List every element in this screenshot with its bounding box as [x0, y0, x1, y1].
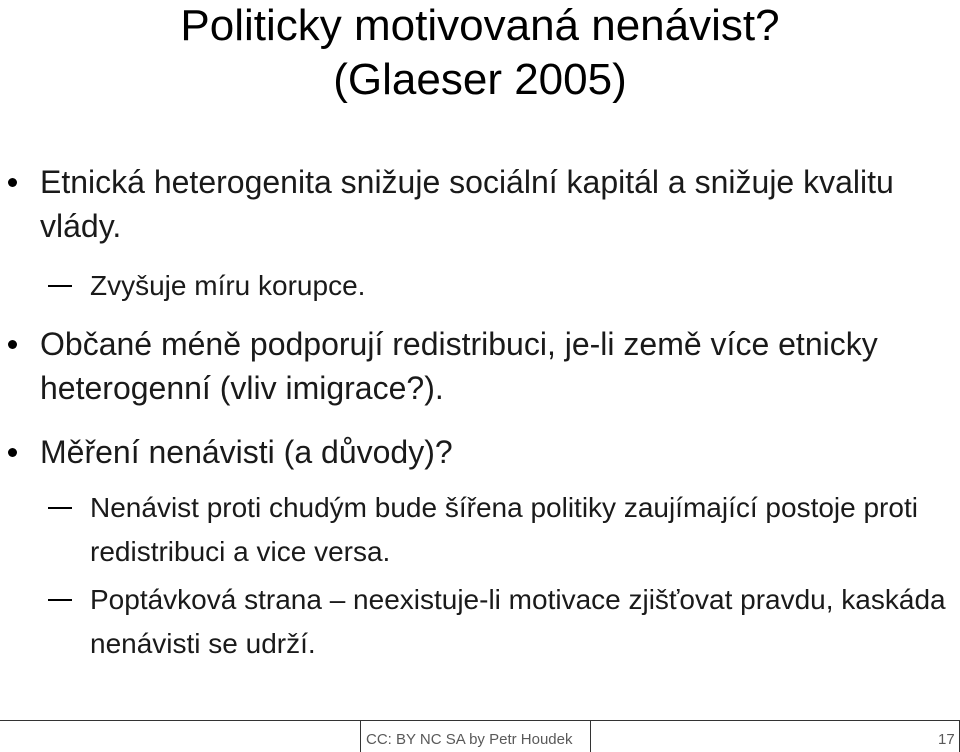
bullet-text: Občané méně podporují redistribuci, je-li země více etnicky heterogenní (vliv imigrace?).: [40, 326, 878, 406]
sub-bullet-text: Zvyšuje míru korupce.: [90, 270, 366, 301]
title-line-1: Politicky motivovaná nenávist?: [180, 1, 780, 50]
sub-bullet-text: Nenávist proti chudým bude šířena politiky zaujímající postoje proti redistribuci a vice versa.: [90, 492, 918, 567]
bullet-text: Etnická heterogenita snižuje sociální kapitál a snižuje kvalitu vlády.: [40, 164, 894, 244]
dash-icon: [48, 285, 72, 287]
footer-divider-left: [360, 721, 361, 752]
bullet-dot-icon: [8, 448, 17, 457]
bullet-text: Měření nenávisti (a důvody)?: [40, 434, 453, 470]
sub-bullet-text: Poptávková strana – neexistuje-li motivace zjišťovat pravdu, kaskáda nenávisti se udrží.: [90, 584, 946, 659]
license-text: CC: BY NC SA by Petr Houdek: [366, 731, 573, 748]
dash-icon: [48, 507, 72, 509]
title-line-2: (Glaeser 2005): [333, 55, 627, 104]
bullet-dot-icon: [8, 340, 17, 349]
dash-icon: [48, 599, 72, 601]
page-number: 17: [938, 731, 955, 748]
bullet-dot-icon: [8, 178, 17, 187]
slide-footer: [0, 720, 960, 751]
footer-divider-middle: [590, 721, 591, 752]
